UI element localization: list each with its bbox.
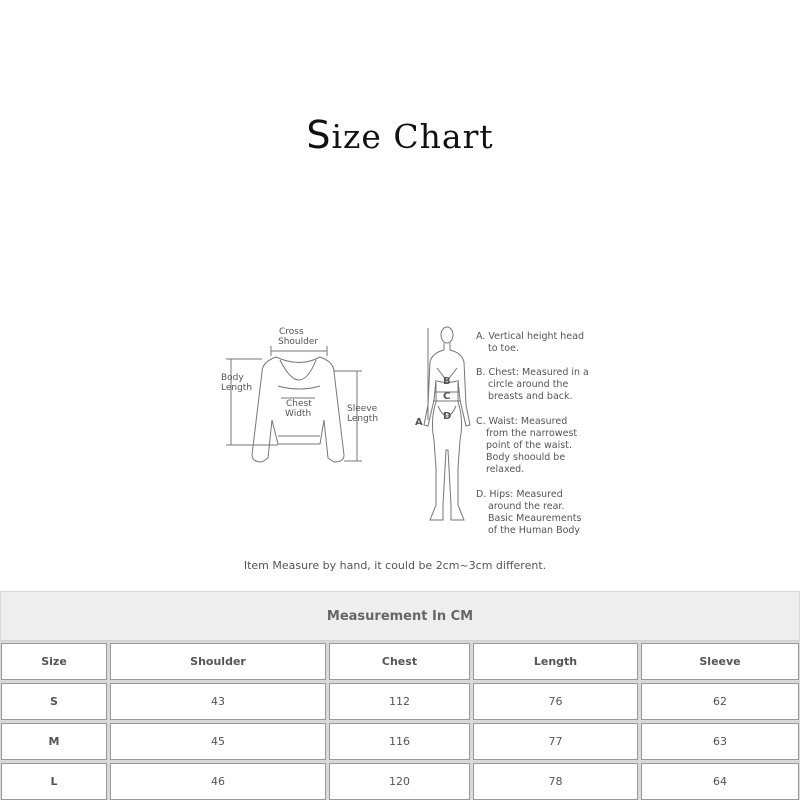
title-initial: S [306,113,332,157]
table-title: Measurement In CM [1,592,799,641]
label-chest-width-2: Width [285,409,312,419]
column-header-shoulder: Shoulder [110,643,326,680]
legend-line: C. Waist: Measured [476,416,568,427]
legend-line: point of the waist. [486,440,572,451]
table-cell-sleeve: 64 [641,763,799,800]
legend-line: relaxed. [486,464,525,475]
column-header-length: Length [473,643,638,680]
body-legend [476,331,589,536]
legend-line: B. Chest: Measured in a [476,367,589,378]
column-header-chest: Chest [329,643,470,680]
legend-line: circle around the [488,379,569,390]
letter-b: B [443,376,451,387]
legend-line: to toe. [488,343,519,354]
label-body-length-1: Body [221,373,244,383]
table-cell-length: 78 [473,763,638,800]
body-figure [424,327,470,520]
table-cell-size: L [1,763,107,800]
sweater-labels [221,327,378,424]
legend-line: of the Human Body [488,525,581,536]
legend-line: D. Hips: Measured [476,489,563,500]
table-cell-chest: 120 [329,763,470,800]
legend-line: breasts and back. [488,391,573,402]
legend-line: Basic Meaurements [488,513,582,524]
label-cross-shoulder-2: Shoulder [278,337,319,347]
table-cell-shoulder: 45 [110,723,326,760]
table-cell-chest: 116 [329,723,470,760]
letter-a: A [415,417,423,428]
table-cell-shoulder: 46 [110,763,326,800]
table-cell-chest: 112 [329,683,470,720]
table-cell-size: S [1,683,107,720]
column-header-size: Size [1,643,107,680]
legend-line: from the narrowest [486,428,578,439]
table-cell-sleeve: 63 [641,723,799,760]
title-rest: ize Chart [331,117,494,156]
label-body-length-2: Length [221,383,253,393]
table-cell-length: 76 [473,683,638,720]
label-sleeve-length-1: Sleeve [347,404,378,414]
letter-d: D [443,411,452,422]
legend-line: Body shoould be [486,452,566,463]
size-table [0,591,800,800]
legend-line: around the rear. [488,501,565,512]
table-cell-shoulder: 43 [110,683,326,720]
table-cell-length: 77 [473,723,638,760]
label-chest-width-1: Chest [286,399,312,409]
table-cell-size: M [1,723,107,760]
label-cross-shoulder-1: Cross [279,327,304,337]
label-sleeve-length-2: Length [347,414,379,424]
legend-line: A. Vertical height head [476,331,584,342]
measure-note: Item Measure by hand, it could be 2cm~3cm different. [243,559,547,572]
column-header-sleeve: Sleeve [641,643,799,680]
letter-c: C [443,391,451,402]
table-cell-sleeve: 62 [641,683,799,720]
